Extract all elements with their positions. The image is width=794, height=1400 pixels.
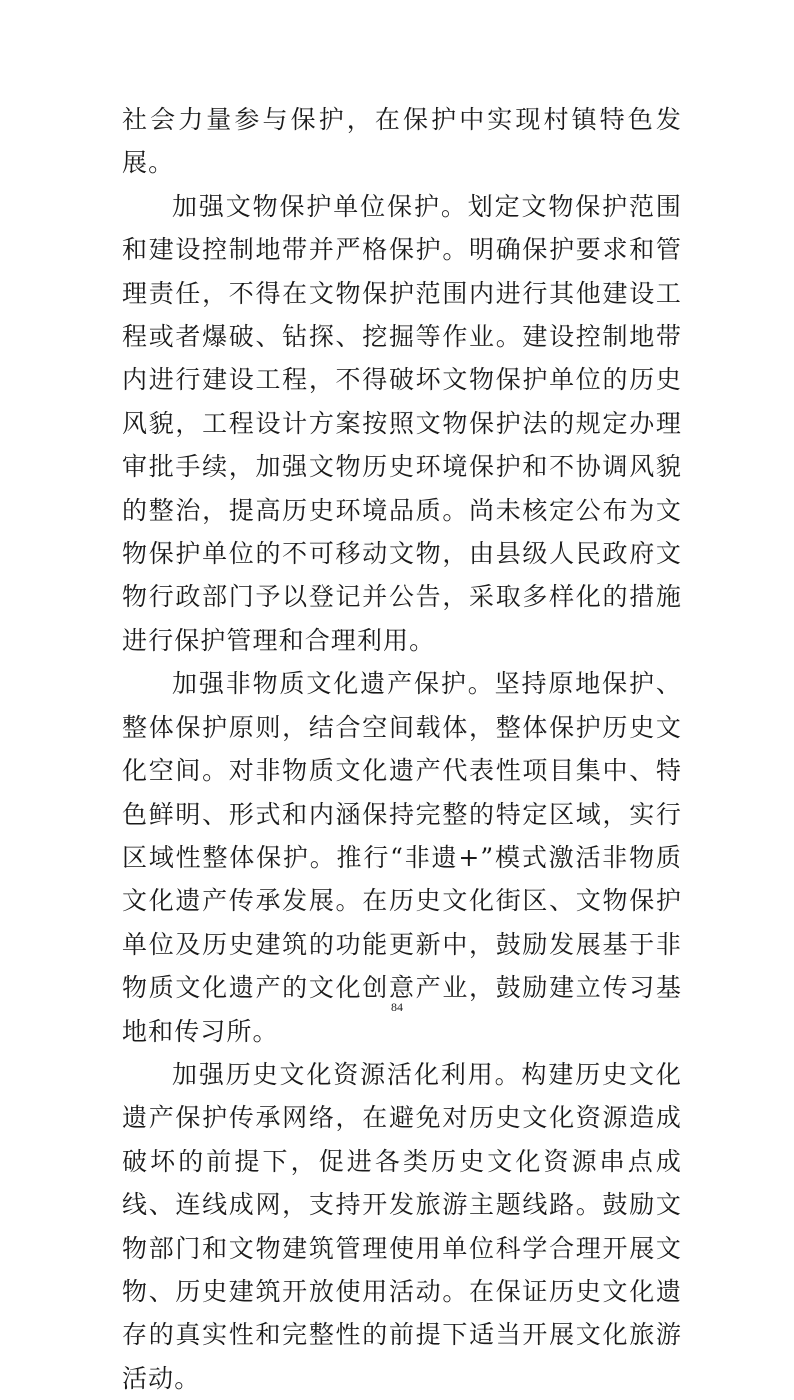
paragraph-text: 构建历史文化遗产保护传承网络，在避免对历史文化资源造成破坏的前提下，促进各类历史文化资源串点成线、连线成网，支持开发旅游主题线路。鼓励文物部门和文物建筑管理使用单位科学合理开展文物、历史建筑开放使用活动。在保证历史文化遗存的真实性和完整性的前提下适当开展文化旅游活动。 bbox=[122, 1059, 682, 1393]
paragraph-continuation bbox=[122, 98, 682, 185]
body-text bbox=[122, 98, 682, 1400]
paragraph-resource-utilization bbox=[122, 1053, 682, 1400]
page-number: 84 bbox=[391, 1000, 403, 1014]
paragraph-heading: 加强历史文化资源活化利用。 bbox=[172, 1059, 522, 1089]
paragraph-heading: 加强文物保护单位保护。 bbox=[172, 191, 468, 221]
paragraph-cultural-relics-protection bbox=[122, 185, 682, 662]
paragraph-text: 坚持原地保护、整体保护原则，结合空间载体，整体保护历史文化空间。对非物质文化遗产代表性项目集中、特色鲜明、形式和内涵保持完整的特定区域，实行区域性整体保护。推行“非遗+”模式激活非物质文化遗产传承发展。在历史文化街区、文物保护单位及历史建筑的功能更新中，鼓励发展基于非物质文化遗产的文化创意产业，鼓励建立传习基地和传习所。 bbox=[122, 669, 683, 1046]
paragraph-heading: 加强非物质文化遗产保护。 bbox=[172, 669, 495, 699]
paragraph-intangible-heritage bbox=[122, 662, 682, 1053]
paragraph-text: 社会力量参与保护，在保护中实现村镇特色发展。 bbox=[122, 105, 682, 178]
paragraph-text: 划定文物保护范围和建设控制地带并严格保护。明确保护要求和管理责任，不得在文物保护范围内进行其他建设工程或者爆破、钻探、挖掘等作业。建设控制地带内进行建设工程，不得破坏文物保护单位的历史风貌，工程设计方案按照文物保护法的规定办理审批手续，加强文物历史环境保护和不协调风貌的整治，提高历史环境品质。尚未核定公布为文物保护单位的不可移动文物，由县级人民政府文物行政部门予以登记并公告，采取多样化的措施进行保护管理和合理利用。 bbox=[122, 191, 682, 655]
